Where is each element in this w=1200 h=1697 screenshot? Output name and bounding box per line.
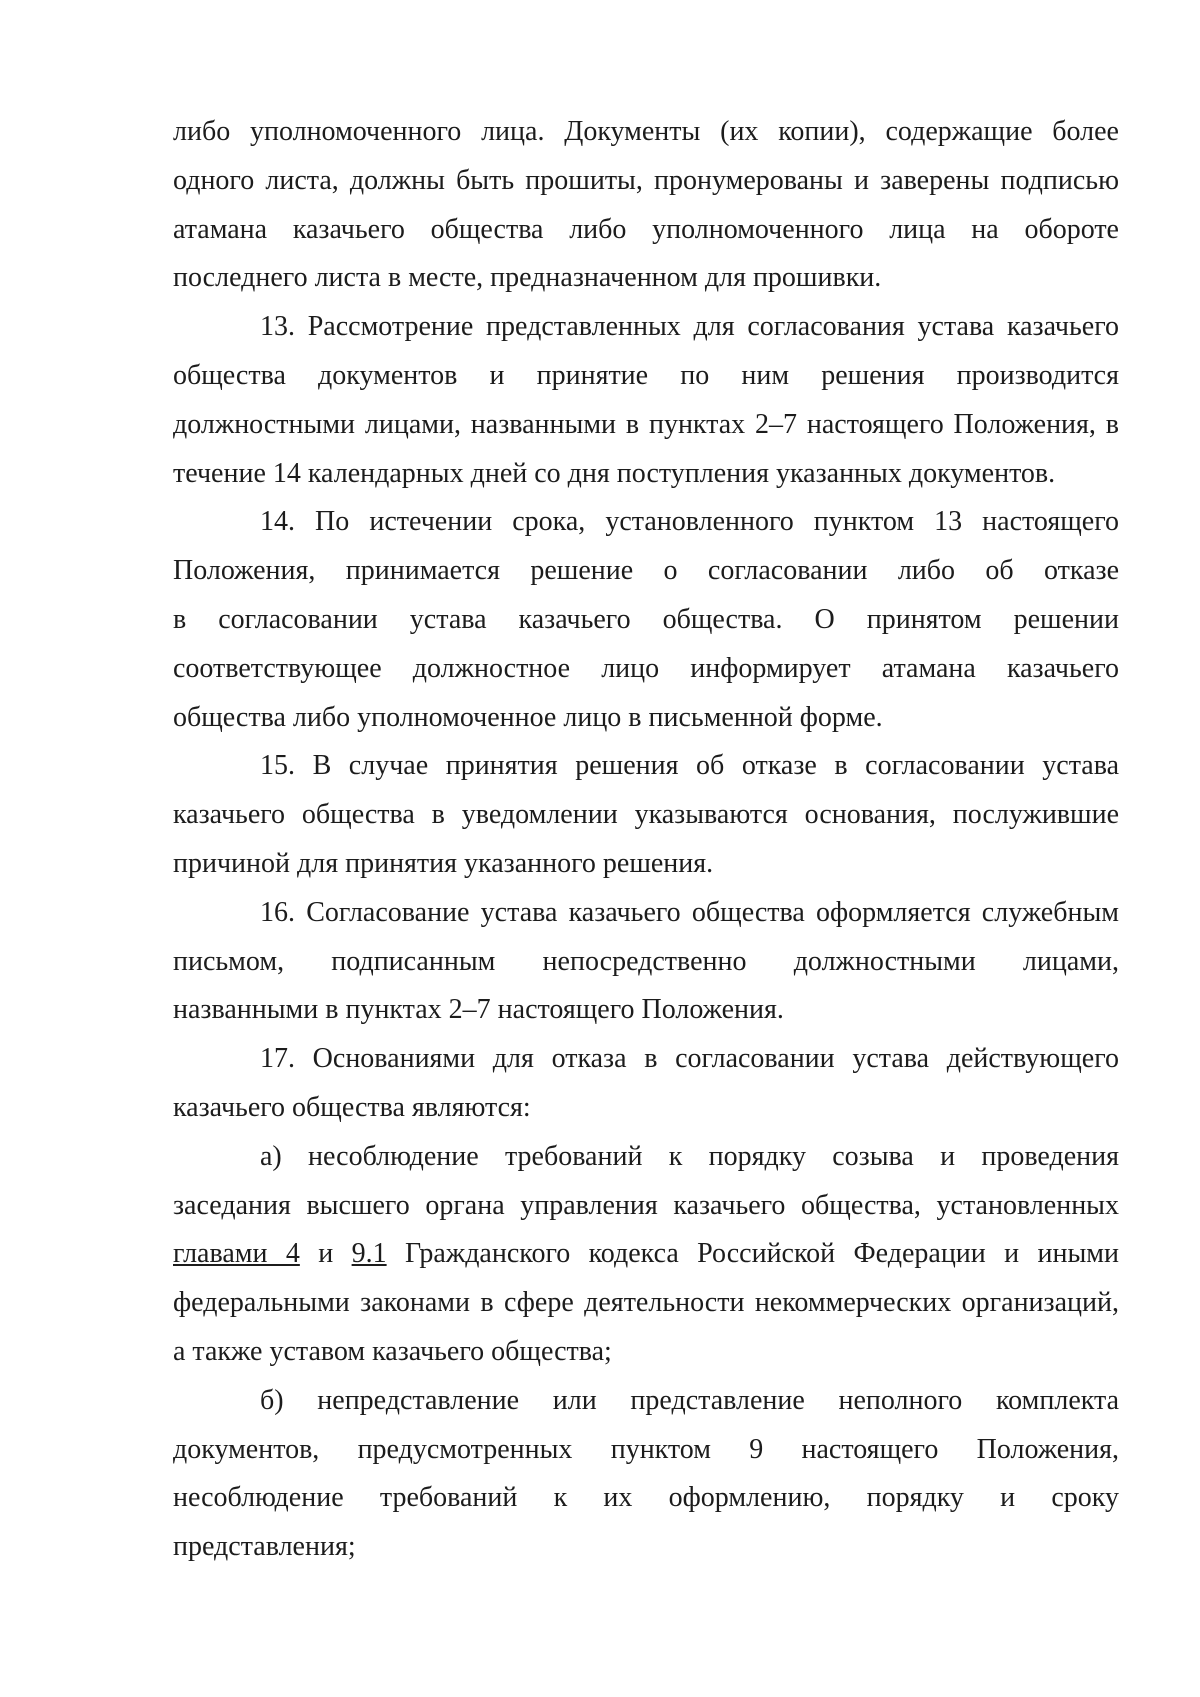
text-line: общества либо уполномоченное лицо в письменной форме. bbox=[173, 701, 883, 733]
text-line: несоблюдение требований к их оформлению, порядку и сроку bbox=[173, 1482, 1119, 1514]
text-line: Положения, принимается решение о согласовании либо об отказе bbox=[173, 555, 1119, 587]
text-line: представления; bbox=[173, 1531, 356, 1563]
text-line: заседания высшего органа управления казачьего общества, установленных bbox=[173, 1189, 1119, 1221]
text-line: 16. Согласование устава казачьего общества оформляется служебным bbox=[260, 896, 1119, 928]
text-line: общества документов и принятие по ним решения производится bbox=[173, 359, 1119, 391]
document-body bbox=[173, 108, 1119, 1572]
text-line: документов, предусмотренных пунктом 9 настоящего Положения, bbox=[173, 1433, 1119, 1465]
text-line: названными в пунктах 2–7 настоящего Положения. bbox=[173, 994, 784, 1026]
civil-code-chapter-9-1-link[interactable]: 9.1 bbox=[351, 1238, 387, 1270]
text-line: должностными лицами, названными в пунктах 2–7 настоящего Положения, в bbox=[173, 408, 1119, 440]
text-line: казачьего общества являются: bbox=[173, 1091, 531, 1123]
text-line: а) несоблюдение требований к порядку созыва и проведения bbox=[260, 1140, 1119, 1172]
text-fragment: и bbox=[299, 1238, 352, 1270]
text-line: б) непредставление или представление неполного комплекта bbox=[260, 1384, 1119, 1416]
text-line: атамана казачьего общества либо уполномоченного лица на обороте bbox=[173, 213, 1119, 245]
text-line: 17. Основаниями для отказа в согласовании устава действующего bbox=[260, 1043, 1119, 1075]
text-line: в согласовании устава казачьего общества. О принятом решении bbox=[173, 603, 1119, 635]
text-line: либо уполномоченного лица. Документы (их копии), содержащие более bbox=[173, 116, 1119, 147]
paragraph-item-a bbox=[173, 1133, 1119, 1377]
paragraph-17 bbox=[173, 1035, 1119, 1133]
paragraph-continuation bbox=[173, 108, 1119, 303]
text-line: последнего листа в месте, предназначенном для прошивки. bbox=[173, 262, 882, 294]
paragraph-item-b bbox=[173, 1377, 1119, 1572]
text-line: 15. В случае принятия решения об отказе в согласовании устава bbox=[260, 750, 1119, 782]
text-line: федеральными законами в сфере деятельности некоммерческих организаций, bbox=[173, 1287, 1119, 1319]
paragraph-15 bbox=[173, 742, 1119, 888]
paragraph-16 bbox=[173, 889, 1119, 1035]
paragraph-13 bbox=[173, 303, 1119, 498]
text-line: казачьего общества в уведомлении указываются основания, послужившие bbox=[173, 799, 1119, 831]
text-line: причиной для принятия указанного решения. bbox=[173, 847, 714, 879]
text-line: а также уставом казачьего общества; bbox=[173, 1335, 612, 1367]
text-fragment: Гражданского кодекса Российской Федерации и иными bbox=[386, 1238, 1120, 1270]
text-line: течение 14 календарных дней со дня поступления указанных документов. bbox=[173, 457, 1056, 489]
text-line: письмом, подписанным непосредственно должностными лицами, bbox=[173, 945, 1119, 977]
text-line: 14. По истечении срока, установленного пунктом 13 настоящего bbox=[260, 506, 1119, 538]
civil-code-chapter-4-link[interactable]: главами 4 bbox=[173, 1238, 300, 1270]
paragraph-14 bbox=[173, 498, 1119, 742]
text-line-with-links bbox=[173, 1230, 1119, 1279]
text-line: 13. Рассмотрение представленных для согласования устава казачьего bbox=[260, 311, 1119, 343]
text-line: одного листа, должны быть прошиты, пронумерованы и заверены подписью bbox=[173, 164, 1119, 196]
text-line: соответствующее должностное лицо информирует атамана казачьего bbox=[173, 652, 1119, 684]
